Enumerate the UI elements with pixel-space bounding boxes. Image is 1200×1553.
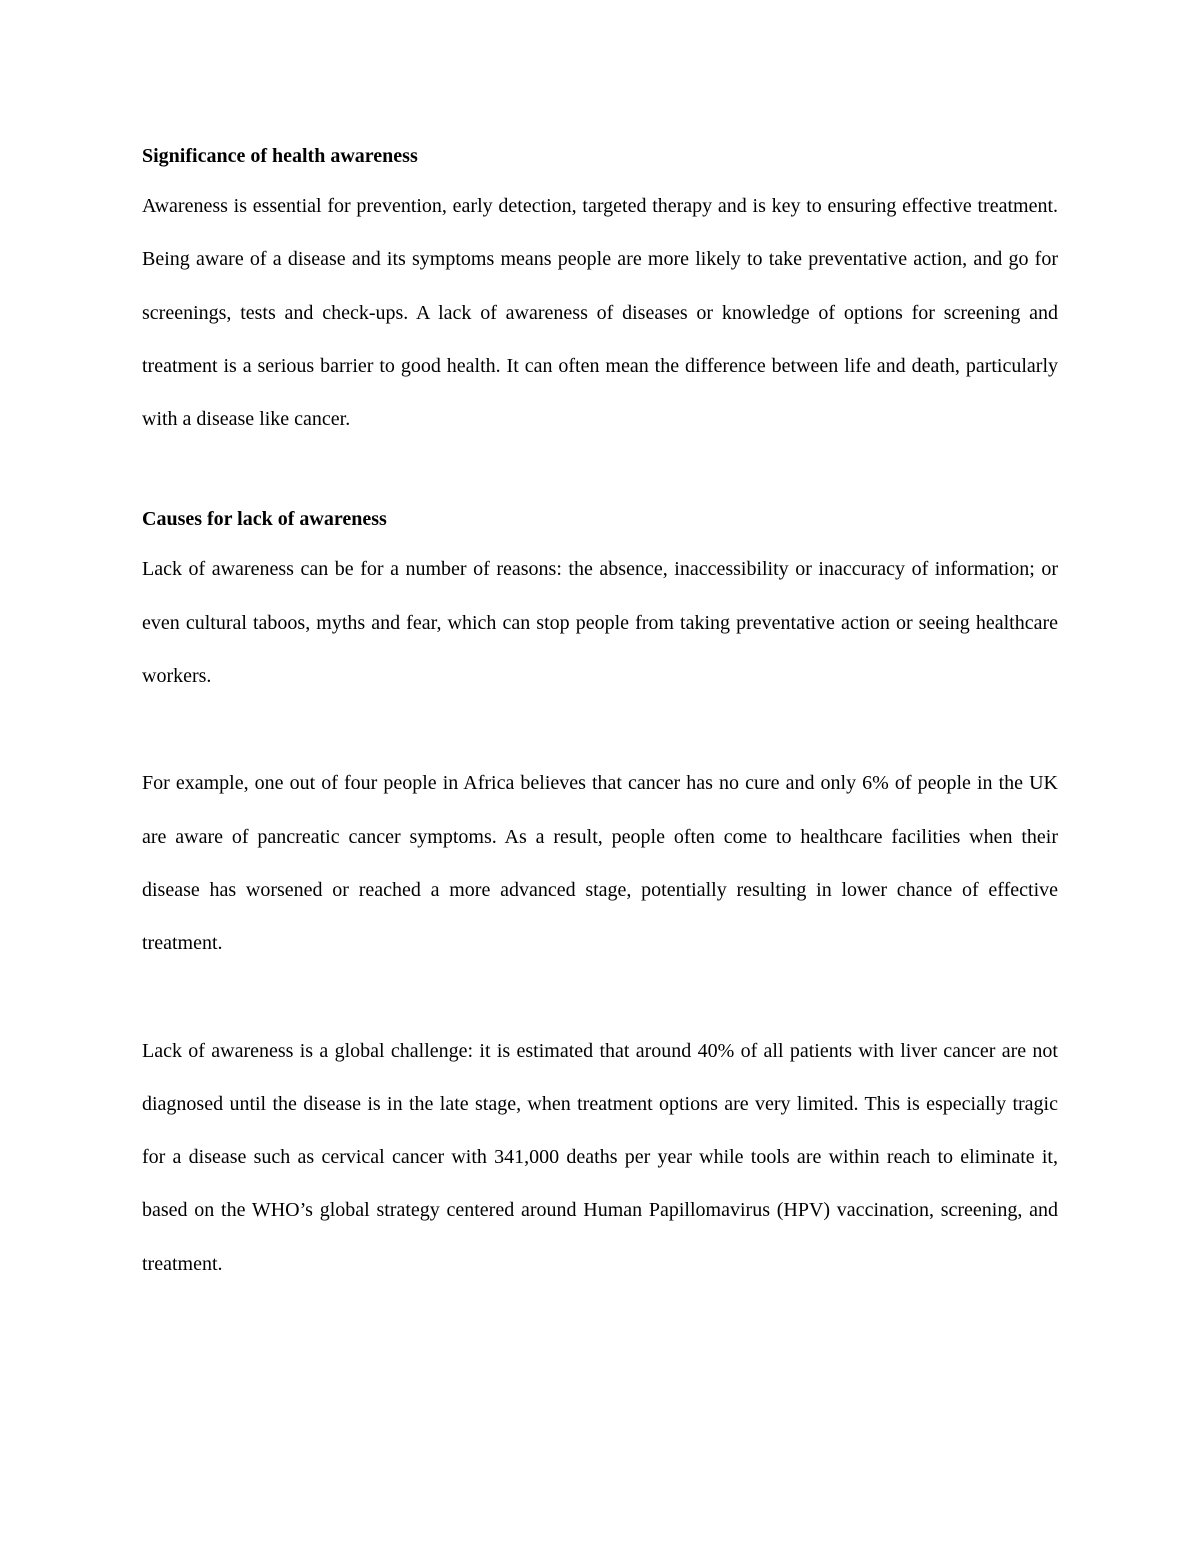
section-heading-significance: Significance of health awareness xyxy=(142,145,418,167)
section-heading-causes: Causes for lack of awareness xyxy=(142,508,387,531)
paragraph-causes-reasons: Lack of awareness can be for a number of reasons: the absence, inaccessibility or inaccuracy of information; or even cultural taboos, myths and fear, which can stop people from taking preventative action or seeing healthcare workers. xyxy=(142,558,1058,688)
paragraph-global-challenge: Lack of awareness is a global challenge: it is estimated that around 40% of all patients with liver cancer are not diagnosed until the disease is in the late stage, when treatment options are very limited. This is especially tragic for a disease such as cervical cancer with 341,000 deaths per year while tools are within reach to eliminate it, based on the WHO’s global strategy centered around Human Papillomavirus (HPV) vaccination, screening, and treatment. xyxy=(142,1039,1058,1275)
paragraph-causes-example: For example, one out of four people in Africa believes that cancer has no cure and only 6% of people in the UK are aware of pancreatic cancer symptoms. As a result, people often come to healthcare facilities when their disease has worsened or reached a more advanced stage, potentially resulting in lower chance of effective treatment. xyxy=(142,772,1058,955)
document-body xyxy=(142,139,1058,1291)
paragraph-significance: Awareness is essential for prevention, early detection, targeted therapy and is key to ensuring effective treatment. Being aware of a disease and its symptoms means people are more likely to take preventative action, and go for screenings, tests and check-ups. A lack of awareness of diseases or knowledge of options for screening and treatment is a serious barrier to good health. It can often mean the difference between life and death, particularly with a disease like cancer. xyxy=(142,195,1058,431)
